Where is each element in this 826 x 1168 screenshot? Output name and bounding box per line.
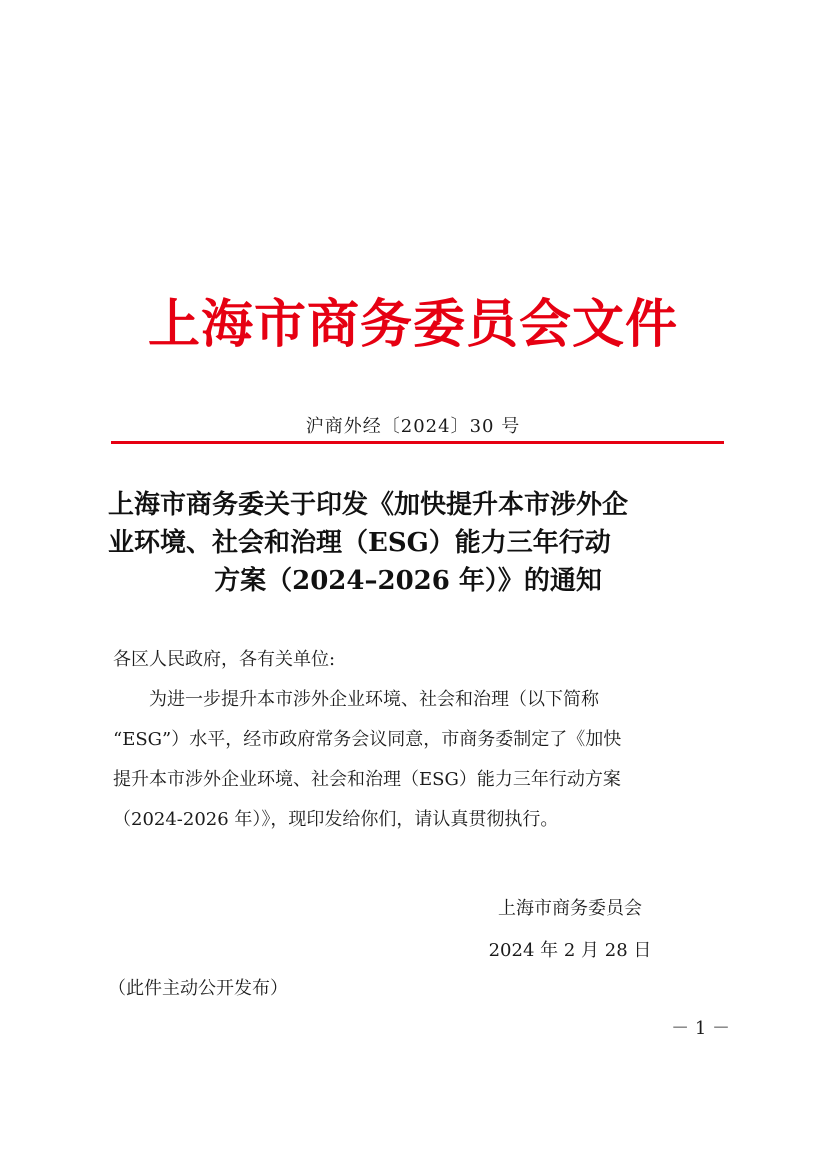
page-number: － 1 － bbox=[671, 1018, 730, 1039]
signature-block bbox=[470, 888, 670, 972]
paragraph-line-4: （2024-2026 年）》，现印发给你们，请认真贯彻执行。 bbox=[113, 809, 559, 830]
paragraph-line-1: 为进一步提升本市涉外企业环境、社会和治理（以下简称 bbox=[149, 689, 599, 710]
issue-date: 2024 年 2 月 28 日 bbox=[488, 940, 652, 961]
document-number: 沪商外经〔2024〕30 号 bbox=[305, 416, 521, 437]
paragraph-line-3: 提升本市涉外企业环境、社会和治理（ESG）能力三年行动方案 bbox=[113, 769, 621, 790]
body-paragraph bbox=[113, 680, 723, 840]
salutation: 各区人民政府，各有关单位: bbox=[113, 649, 336, 670]
title-line-1: 上海市商务委关于印发《加快提升本市涉外企 bbox=[108, 490, 629, 520]
disclosure-note: （此件主动公开发布） bbox=[108, 978, 288, 999]
paragraph-line-2: “ESG”）水平，经市政府常务会议同意，市商务委制定了《加快 bbox=[113, 729, 622, 750]
document-title bbox=[108, 486, 728, 600]
document-masthead: 上海市商务委员会文件 bbox=[147, 294, 678, 355]
title-line-3: 方案（2024–2026 年）》的通知 bbox=[214, 566, 602, 596]
issuer-name: 上海市商务委员会 bbox=[498, 898, 642, 919]
red-divider-line bbox=[111, 441, 724, 444]
title-line-2: 业环境、社会和治理（ESG）能力三年行动 bbox=[108, 528, 611, 558]
